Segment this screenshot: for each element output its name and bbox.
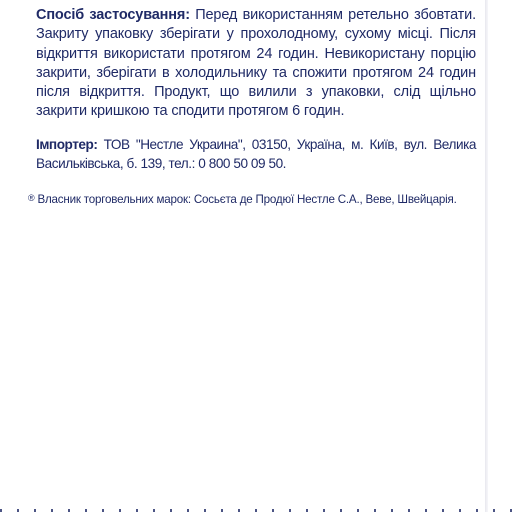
registered-mark-icon: ® — [28, 193, 35, 203]
importer-info — [36, 135, 476, 174]
importer-text: ТОВ "Нестле Украина", 03150, Україна, м. Київ, вул. Велика Васильківська, б. 139, тел.: 0 800 50 09 50. — [36, 137, 476, 172]
importer-heading: Імпортер: — [36, 137, 98, 152]
usage-heading: Спосіб застосування: — [36, 7, 190, 23]
package-edge — [485, 0, 488, 512]
usage-instructions — [36, 6, 476, 122]
usage-text: Перед використанням ретельно збовтати. Закриту упаковку зберігати у прохолодному, сухому місці. Після відкриття використати протягом 24 годин. Невикористану порцію закрити, зберігати в холодильнику та спожити протягом 24 годин після відкриття. Продукт, що вилили з упаковки, слід щільно закрити кришкою та сподити протягом 6 годин. — [36, 7, 476, 120]
trademark-owner-text: Власник торговельних марок: Сосьєта де Продюї Нестле С.А., Веве, Швейцарія. — [37, 193, 457, 206]
trademark-owner — [28, 190, 478, 208]
